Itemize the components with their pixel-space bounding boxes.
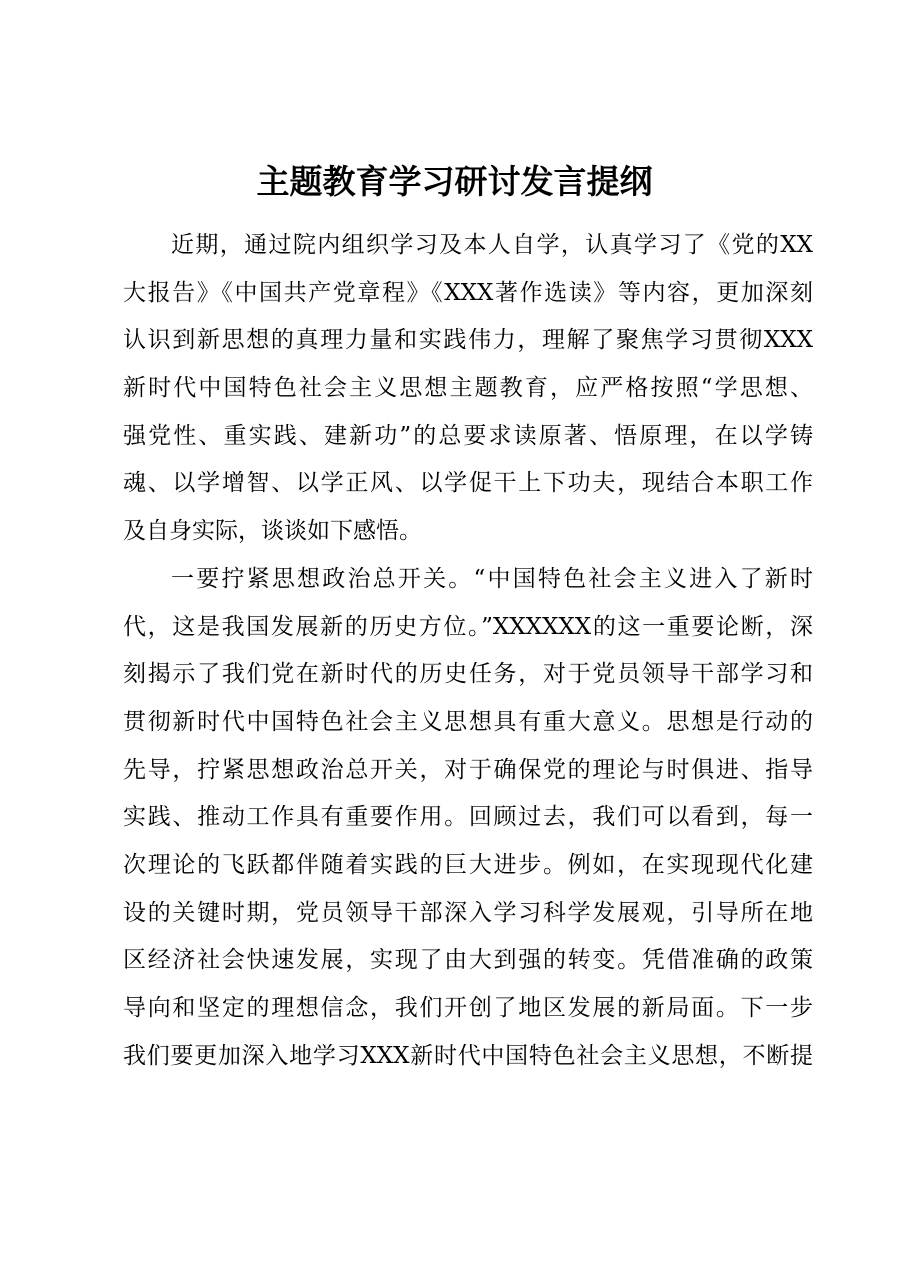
body-text-line: 魂、以学增智、以学正风、以学促干上下功夫，现结合本职工作 <box>123 470 813 497</box>
body-text-line: 大报告》《中国共产党章程》《XXX著作选读》等内容，更加深刻 <box>123 279 813 306</box>
body-text-line: 贯彻新时代中国特色社会主义思想具有重大意义。思想是行动的 <box>123 708 813 735</box>
body-text-line: 认识到新思想的真理力量和实践伟力，理解了聚焦学习贯彻XXX <box>123 327 813 354</box>
body-text-line: 次理论的飞跃都伴随着实践的巨大进步。例如，在实现现代化建 <box>123 851 813 878</box>
body-text-line: 及自身实际，谈谈如下感悟。 <box>123 518 422 545</box>
body-text-line: 导向和坚定的理想信念，我们开创了地区发展的新局面。下一步 <box>123 995 813 1021</box>
body-text-line: 我们要更加深入地学习XXX新时代中国特色社会主义思想，不断提 <box>123 1042 813 1069</box>
body-text-line: 近期，通过院内组织学习及本人自学，认真学习了《党的XX <box>171 232 813 258</box>
body-text-line: 设的关键时期，党员领导干部深入学习科学发展观，引导所在地 <box>123 899 813 926</box>
document-title: 主题教育学习研讨发言提纲 <box>256 162 653 201</box>
document-body <box>123 222 813 1080</box>
body-text-line: 刻揭示了我们党在新时代的历史任务，对于党员领导干部学习和 <box>123 661 813 688</box>
body-text-line: 先导，拧紧思想政治总开关，对于确保党的理论与时俱进、指导 <box>123 756 813 783</box>
body-text-line: 区经济社会快速发展，实现了由大到强的转变。凭借准确的政策 <box>123 947 813 974</box>
body-text-line: 一要拧紧思想政治总开关。“中国特色社会主义进入了新时 <box>171 565 813 592</box>
body-text-line: 强党性、重实践、建新功”的总要求读原著、悟原理，在以学铸 <box>123 422 813 449</box>
body-text-line: 代，这是我国发展新的历史方位。”XXXXXX的这一重要论断，深 <box>123 613 813 640</box>
body-text-line: 新时代中国特色社会主义思想主题教育，应严格按照“学思想、 <box>123 375 813 402</box>
body-text-line: 实践、推动工作具有重要作用。回顾过去，我们可以看到，每一 <box>123 804 813 831</box>
